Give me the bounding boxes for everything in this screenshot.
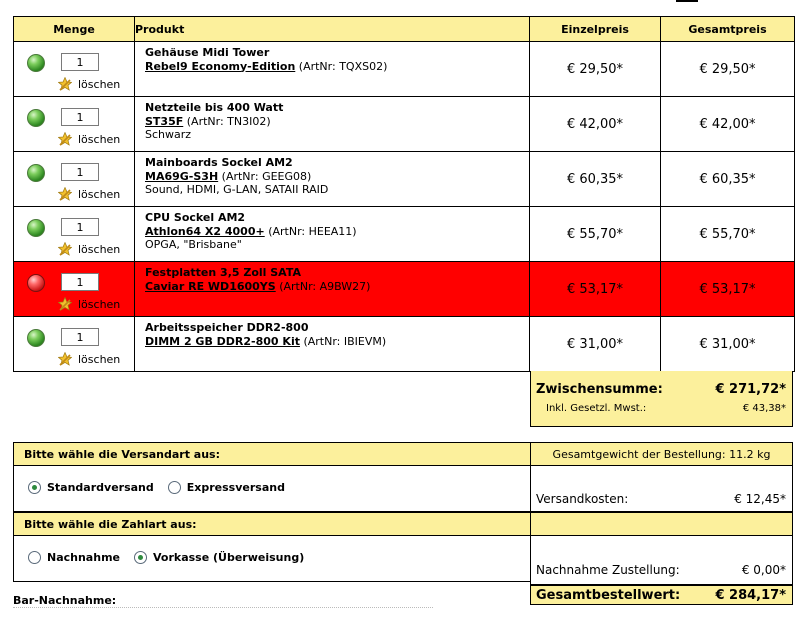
status-green-icon [27, 329, 45, 347]
delete-icon [58, 77, 72, 91]
delete-label[interactable]: löschen [78, 77, 121, 91]
product-link[interactable]: Athlon64 X2 4000+ [145, 224, 265, 238]
unit-price: € 29,50* [530, 42, 661, 97]
product-link[interactable]: ST35F [145, 114, 184, 128]
total-price: € 55,70* [661, 207, 795, 262]
status-green-icon [27, 219, 45, 237]
header-gesamtpreis: Gesamtpreis [661, 17, 795, 42]
total-price: € 31,00* [661, 317, 795, 372]
status-red-icon [27, 274, 45, 292]
unit-price: € 31,00* [530, 317, 661, 372]
cutoff-text-line [13, 607, 433, 609]
status-green-icon [27, 54, 45, 72]
quantity-input[interactable] [61, 108, 99, 126]
label-nachnahme[interactable]: Nachnahme [47, 551, 120, 564]
quantity-input[interactable] [61, 53, 99, 71]
payment-options [13, 535, 531, 582]
delete-link[interactable] [58, 187, 120, 201]
product-details: Sound, HDMI, G-LAN, SATAII RAID [145, 183, 329, 196]
delete-link[interactable] [58, 352, 120, 366]
product-artnr: (ArtNr: TQXS02) [298, 59, 388, 73]
qty-cell [14, 97, 135, 152]
shipping-cost-label: Versandkosten: [536, 492, 629, 506]
status-green-icon [27, 164, 45, 182]
product-artnr: (ArtNr: A9BW27) [279, 279, 371, 293]
product-link[interactable]: MA69G-S3H [145, 169, 219, 183]
shipping-options [13, 465, 531, 512]
status-green-icon [27, 109, 45, 127]
product-artnr: (ArtNr: HEEA11) [268, 224, 357, 238]
delete-icon [58, 187, 72, 201]
delete-icon [58, 242, 72, 256]
shipping-cost-value: € 12,45* [734, 492, 786, 506]
shipping-heading: Bitte wähle die Versandart aus: [13, 442, 531, 466]
header-produkt: Produkt [135, 17, 530, 42]
delete-label[interactable]: löschen [78, 242, 121, 256]
delete-label[interactable]: löschen [78, 352, 121, 366]
unit-price: € 60,35* [530, 152, 661, 207]
product-cell [135, 317, 530, 372]
qty-cell [14, 152, 135, 207]
unit-price: € 42,00* [530, 97, 661, 152]
grand-total-box [530, 585, 793, 605]
product-link[interactable]: DIMM 2 GB DDR2-800 Kit [145, 334, 300, 348]
product-cell [135, 42, 530, 97]
label-vorkasse[interactable]: Vorkasse (Überweisung) [153, 551, 305, 564]
quantity-input[interactable] [61, 273, 99, 291]
cod-cost-label: Nachnahme Zustellung: [536, 563, 680, 577]
table-row [14, 97, 795, 152]
product-link[interactable]: Caviar RE WD1600YS [145, 279, 276, 293]
product-details: OPGA, "Brisbane" [145, 238, 242, 251]
product-category: Netzteile bis 400 Watt [145, 101, 284, 114]
product-category: Festplatten 3,5 Zoll SATA [145, 266, 302, 279]
weight-info: Gesamtgewicht der Bestellung: 11.2 kg [530, 442, 793, 466]
radio-standardversand[interactable] [28, 481, 41, 494]
total-price: € 42,00* [661, 97, 795, 152]
product-artnr: (ArtNr: IBIEVM) [303, 334, 387, 348]
vat-value: € 43,38* [742, 403, 786, 414]
delete-label[interactable]: löschen [78, 187, 121, 201]
radio-vorkasse[interactable] [134, 551, 147, 564]
unit-price: € 55,70* [530, 207, 661, 262]
delete-link[interactable] [58, 297, 120, 311]
product-details: Schwarz [145, 128, 192, 141]
table-row [14, 42, 795, 97]
delete-label[interactable]: löschen [78, 132, 121, 146]
radio-expressversand[interactable] [168, 481, 181, 494]
header-menge: Menge [14, 17, 135, 42]
quantity-input[interactable] [61, 328, 99, 346]
cod-cost-value: € 0,00* [741, 563, 786, 577]
product-cell [135, 262, 530, 317]
product-category: Gehäuse Midi Tower [145, 46, 270, 59]
shipping-cost-box [530, 465, 793, 512]
product-cell [135, 152, 530, 207]
product-cell [135, 207, 530, 262]
cod-cost-box [530, 535, 793, 585]
table-row [14, 317, 795, 372]
delete-icon [58, 352, 72, 366]
total-price: € 29,50* [661, 42, 795, 97]
cart-header-row [14, 17, 795, 42]
table-row [14, 262, 795, 317]
delete-link[interactable] [58, 77, 120, 91]
product-category: Mainboards Sockel AM2 [145, 156, 293, 169]
qty-cell [14, 207, 135, 262]
bar-nachnahme-label: Bar-Nachnahme: [13, 594, 117, 607]
table-row [14, 207, 795, 262]
product-artnr: (ArtNr: TN3I02) [186, 114, 271, 128]
product-artnr: (ArtNr: GEEG08) [221, 169, 312, 183]
label-expressversand[interactable]: Expressversand [186, 481, 285, 494]
vat-label: Inkl. Gesetzl. Mwst.: [546, 403, 647, 414]
payment-right-header [530, 512, 793, 536]
total-price: € 53,17* [661, 262, 795, 317]
subtotal-label: Zwischensumme: [536, 382, 663, 397]
grand-total-label: Gesamtbestellwert: [536, 588, 681, 603]
product-category: Arbeitsspeicher DDR2-800 [145, 321, 309, 334]
delete-icon [58, 297, 72, 311]
payment-heading: Bitte wähle die Zahlart aus: [13, 512, 531, 536]
table-row [14, 152, 795, 207]
qty-cell [14, 42, 135, 97]
qty-cell [14, 317, 135, 372]
cart-table [13, 16, 795, 372]
header-einzelpreis: Einzelpreis [530, 17, 661, 42]
delete-link[interactable] [58, 242, 120, 256]
quantity-input[interactable] [61, 218, 99, 236]
delete-link[interactable] [58, 132, 120, 146]
product-category: CPU Sockel AM2 [145, 211, 246, 224]
subtotal-value: € 271,72* [715, 382, 786, 397]
quantity-input[interactable] [61, 163, 99, 181]
product-cell [135, 97, 530, 152]
delete-label[interactable]: löschen [78, 297, 121, 311]
unit-price: € 53,17* [530, 262, 661, 317]
qty-cell [14, 262, 135, 317]
subtotal-box [530, 371, 793, 427]
product-link[interactable]: Rebel9 Economy-Edition [145, 59, 296, 73]
label-standardversand[interactable]: Standardversand [47, 481, 154, 494]
radio-nachnahme[interactable] [28, 551, 41, 564]
delete-icon [58, 132, 72, 146]
grand-total-value: € 284,17* [715, 588, 786, 603]
top-edge-mark [676, 0, 698, 3]
total-price: € 60,35* [661, 152, 795, 207]
